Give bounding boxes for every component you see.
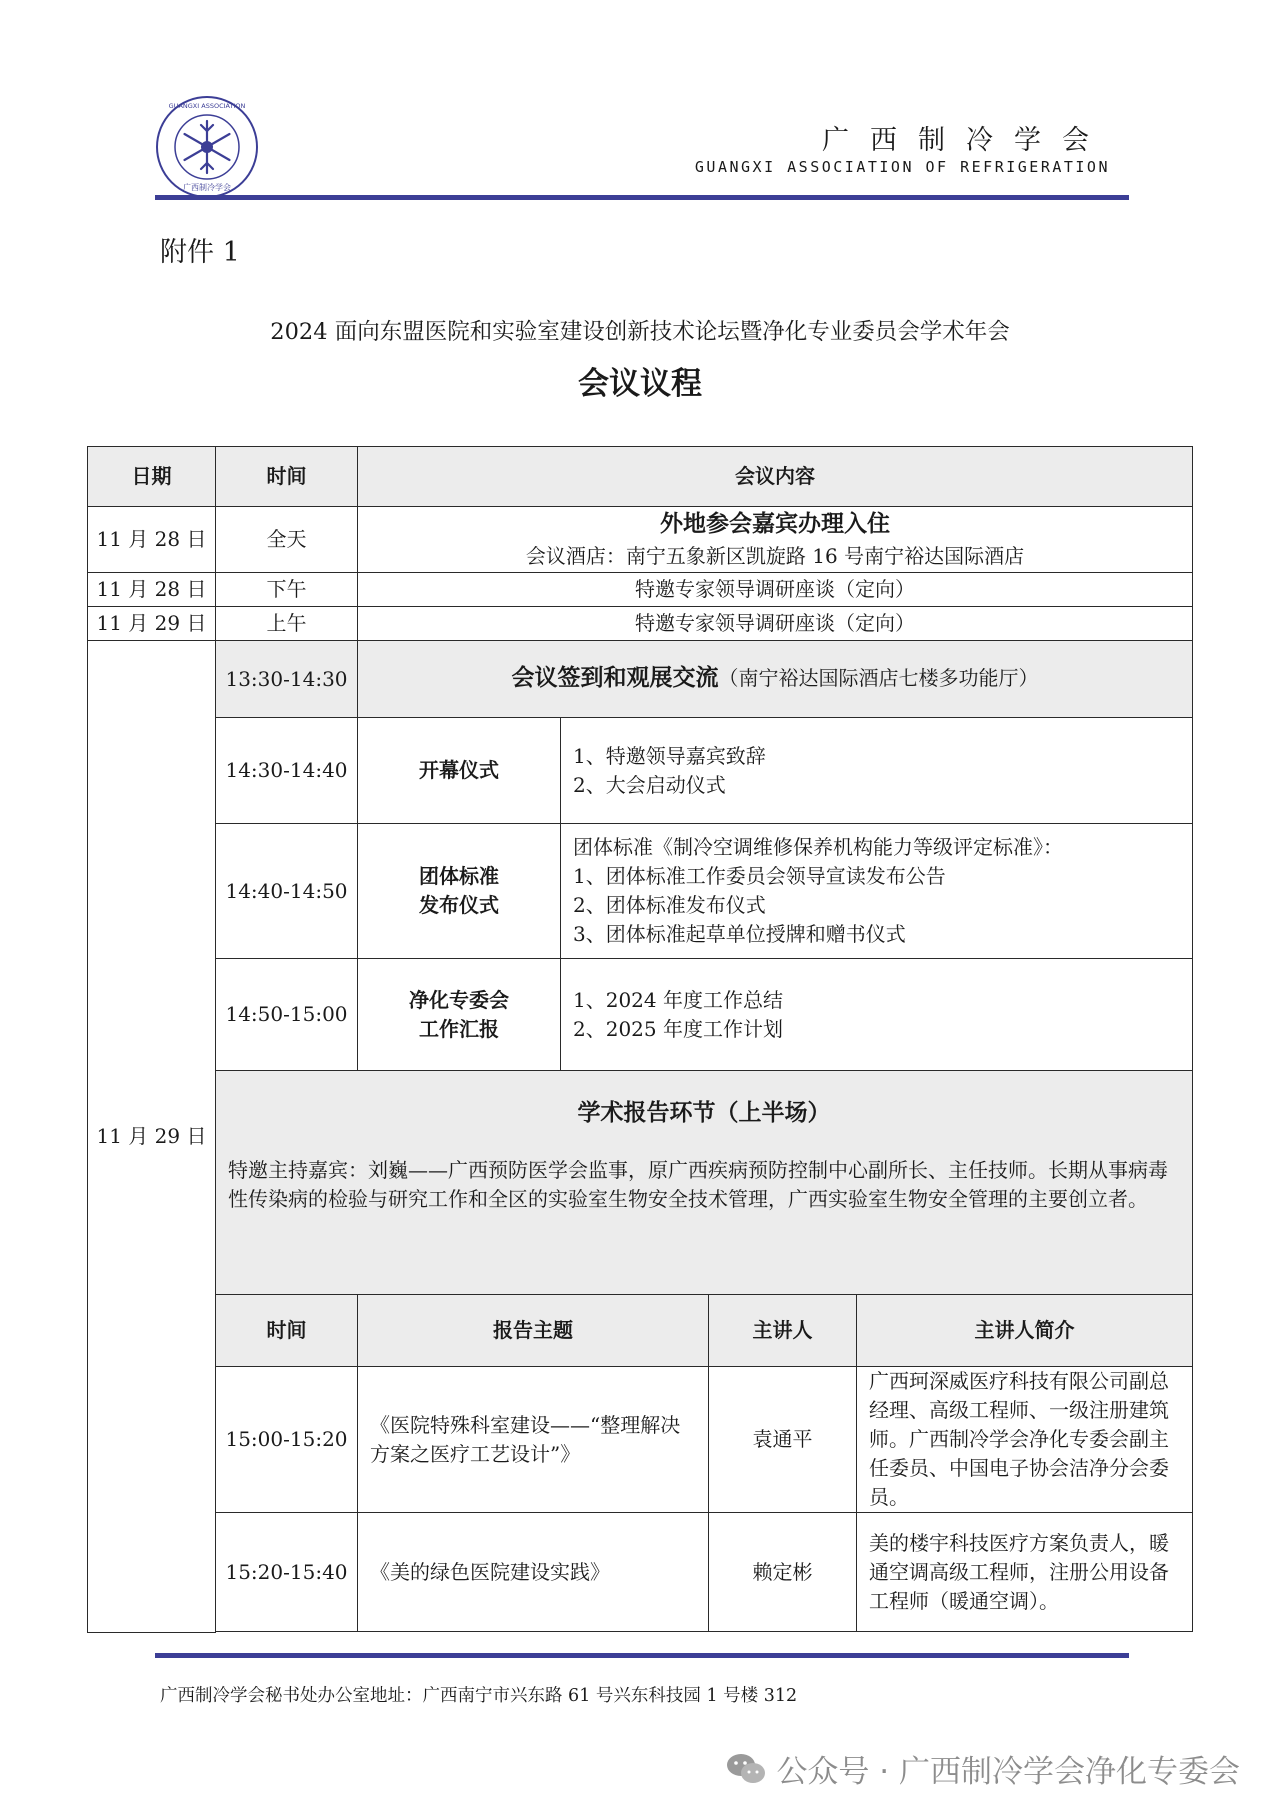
svg-text:GUANGXI ASSOCIATION: GUANGXI ASSOCIATION (168, 102, 246, 110)
row-time: 全天 (216, 507, 358, 573)
session-item: 1、特邀领导嘉宾致辞 (573, 743, 766, 768)
session-name-line: 开幕仪式 (419, 758, 499, 782)
org-name-cn: 广西制冷学会 (822, 125, 1110, 156)
report-speaker: 袁通平 (709, 1367, 857, 1513)
footer-rule (155, 1653, 1129, 1658)
session-item: 2、团体标准发布仪式 (573, 893, 766, 917)
report-row (88, 1513, 1193, 1632)
signin-content (358, 641, 1193, 718)
wechat-icon (726, 1752, 766, 1786)
watermark-text: 公众号 · 广西制冷学会净化专委会 (776, 1754, 1240, 1790)
academic-host: 特邀主持嘉宾：刘巍——广西预防医学会监事，原广西疾病预防控制中心副所长、主任技师。长期从事病毒性传染病的检验与研究工作和全区的实验室生物安全技术管理，广西实验室生物安全管理的主要创立者。 (228, 1158, 1168, 1212)
report-header-bio: 主讲人简介 (857, 1295, 1193, 1367)
document-title: 2024 面向东盟医院和实验室建设创新技术论坛暨净化专业委员会学术年会 (270, 319, 1010, 345)
org-name-en: GUANGXI ASSOCIATION OF REFRIGERATION (694, 158, 1110, 176)
session-name-line: 净化专委会 (409, 987, 509, 1012)
session-name (358, 718, 561, 824)
session-item: 2、2025 年度工作计划 (573, 1016, 783, 1041)
spacer-row (88, 1632, 1193, 1633)
checkin-title: 外地参会嘉宾办理入住 (660, 511, 890, 538)
header-time: 时间 (216, 447, 358, 507)
header-date: 日期 (88, 447, 216, 507)
report-header-time: 时间 (216, 1295, 358, 1367)
academic-section (216, 1071, 1193, 1295)
attachment-label: 附件 1 (160, 237, 240, 268)
wechat-watermark (726, 1746, 1240, 1791)
session-row (88, 718, 1193, 824)
report-topic: 《美的绿色医院建设实践》 (358, 1513, 709, 1632)
session-item: 3、团体标准起草单位授牌和赠书仪式 (573, 922, 906, 946)
report-time: 15:00-15:20 (216, 1367, 358, 1513)
session-time: 14:50-15:00 (216, 959, 358, 1071)
session-name (358, 824, 561, 959)
table-header-row (88, 447, 1193, 507)
signin-note: （南宁裕达国际酒店七楼多功能厅） (718, 666, 1039, 691)
day2-date: 11 月 29 日 (88, 641, 216, 1633)
session-name-line: 发布仪式 (419, 893, 499, 917)
report-time: 15:20-15:40 (216, 1513, 358, 1632)
report-header-row (88, 1295, 1193, 1367)
session-item: 团体标准《制冷空调维修保养机构能力等级评定标准》： (573, 835, 1063, 859)
academic-row (88, 1071, 1193, 1295)
signin-time: 13:30-14:30 (216, 641, 358, 718)
row-content: 特邀专家领导调研座谈（定向） (358, 573, 1193, 607)
row-time: 上午 (216, 607, 358, 641)
report-topic: 《医院特殊科室建设——“整理解决方案之医疗工艺设计”》 (358, 1367, 709, 1513)
footer-address: 广西制冷学会秘书处办公室地址：广西南宁市兴东路 61 号兴东科技园 1 号楼 312 (160, 1686, 798, 1706)
svg-text:广西制冷学会: 广西制冷学会 (183, 183, 231, 192)
session-name (358, 959, 561, 1071)
signin-title: 会议签到和观展交流 (511, 665, 719, 692)
table-row (88, 607, 1193, 641)
session-time: 14:40-14:50 (216, 824, 358, 959)
table-row (88, 507, 1193, 573)
session-row (88, 824, 1193, 959)
session-items (561, 959, 1193, 1071)
session-name-line: 工作汇报 (419, 1016, 499, 1041)
session-time: 14:30-14:40 (216, 718, 358, 824)
report-bio: 广西珂深威医疗科技有限公司副总经理、高级工程师、一级注册建筑师。广西制冷学会净化专委会副主任委员、中国电子协会洁净分会委员。 (857, 1367, 1193, 1513)
signin-row (88, 641, 1193, 718)
row-time: 下午 (216, 573, 358, 607)
header-rule (155, 195, 1129, 200)
session-item: 2、大会启动仪式 (573, 772, 726, 797)
academic-title: 学术报告环节（上半场） (577, 1100, 831, 1126)
agenda-table (87, 446, 1193, 1633)
session-row (88, 959, 1193, 1071)
session-items (561, 718, 1193, 824)
agenda-title: 会议议程 (578, 366, 702, 402)
table-row (88, 573, 1193, 607)
report-bio: 美的楼宇科技医疗方案负责人，暖通空调高级工程师，注册公用设备工程师（暖通空调）。 (857, 1513, 1193, 1632)
session-item: 1、团体标准工作委员会领导宣读发布公告 (573, 864, 946, 888)
hotel-line: 会议酒店：南宁五象新区凯旋路 16 号南宁裕达国际酒店 (525, 543, 1025, 568)
report-header-speaker: 主讲人 (709, 1295, 857, 1367)
row-content (358, 507, 1193, 573)
row-date: 11 月 28 日 (88, 573, 216, 607)
session-name-line: 团体标准 (419, 864, 499, 888)
association-logo (155, 95, 259, 199)
header-content: 会议内容 (358, 447, 1193, 507)
report-speaker: 赖定彬 (709, 1513, 857, 1632)
row-content: 特邀专家领导调研座谈（定向） (358, 607, 1193, 641)
row-date: 11 月 28 日 (88, 507, 216, 573)
report-header-topic: 报告主题 (358, 1295, 709, 1367)
session-items (561, 824, 1193, 959)
session-item: 1、2024 年度工作总结 (573, 987, 783, 1012)
report-row (88, 1367, 1193, 1513)
row-date: 11 月 29 日 (88, 607, 216, 641)
